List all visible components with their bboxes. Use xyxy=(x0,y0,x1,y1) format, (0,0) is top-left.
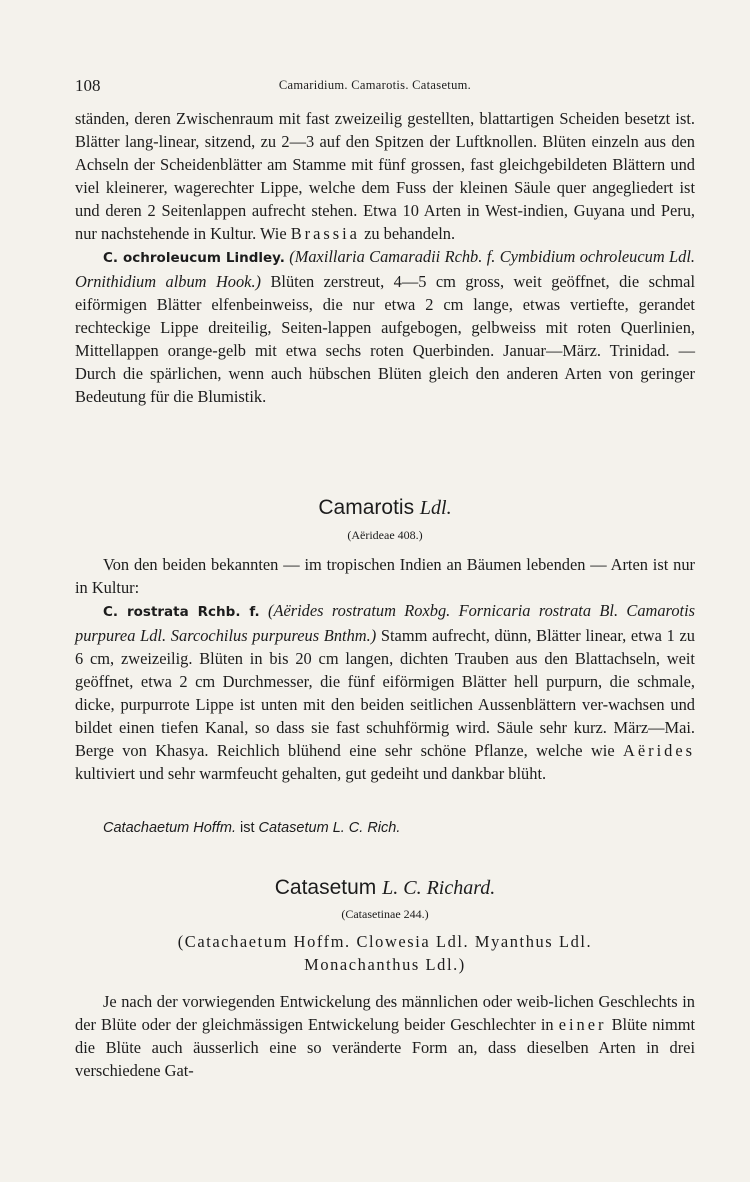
genus-reference: Aërides xyxy=(623,741,695,760)
species-description: Blüten zerstreut, 4—5 cm gross, weit geöffnet, die schmal eiförmigen Blätter elfenbeinweiss, die nur etwa 2 cm lange, etwas vertiefte, gerandet rechteckige Lippe dreiteilig, Seiten-lappen aufgebogen, gelbweiss mit roten Querlinien, Mittellappen orange-gelb mit etwa sechs roten Querbinden. Januar—März. Trinidad. — Durch die spärlichen, wenn auch hübschen Blüten gleich den anderen Arten von geringer Bedeutung für die Blumistik. xyxy=(75,272,695,406)
emphasized-word: einer xyxy=(558,1015,607,1034)
paragraph-text: Je nach der vorwiegenden Entwickelung des männlichen oder weib-lichen Geschlechts in der Blüte oder der gleichmässigen Entwickelung beider Geschlechter in xyxy=(75,992,695,1034)
synonyms-line-2: Monachanthus Ldl.) xyxy=(304,955,466,974)
species-entry-ochroleucum xyxy=(75,245,695,408)
genus-reference: Brassia xyxy=(290,224,360,243)
xref-connector: ist xyxy=(235,820,259,836)
xref-source: Catachaetum Hoffm. xyxy=(103,820,236,836)
camarotis-intro: Von den beiden bekannten — im tropischen Indien an Bäumen lebenden — Arten ist nur in Kultur: xyxy=(75,555,695,597)
page-number: 108 xyxy=(75,76,101,95)
section-title-catasetum xyxy=(75,876,695,900)
species-synonyms: (Maxillaria Camaradii Rchb. f. Cymbidium ochroleucum Ldl. Ornithidium album Hook.) xyxy=(75,247,695,291)
xref-target: Catasetum L. C. Rich. xyxy=(258,820,401,836)
species-description: Stamm aufrecht, dünn, Blätter linear, etwa 1 zu 6 cm, zweizeilig. Blüten in bis 20 cm langen, dichten Trauben aus den Blattachseln, weit geöffnet, etwa 2 cm Durchmesser, die fünf eiförmigen Blätter hell purpurn, die schmale, dicke, purpurrote Lippe ist unten mit den beiden seitlichen Aussenblättern ver-wachsen und bildet einen tiefen Kanal, so dass sie fast schuhförmig wird. Säule sehr kurz. März—Mai. Berge von Khasya. Reichlich blühend eine sehr schöne Pflanze, welche wie xyxy=(75,626,695,760)
genus-title: Catasetum xyxy=(274,876,377,899)
species-synonyms: (Aërides rostratum Roxbg. Fornicaria rostrata Bl. Camarotis purpurea Ldl. Sarcochilus purpureus Bnthm.) xyxy=(75,601,696,645)
genus-description-end: zu behandeln. xyxy=(359,224,456,243)
synonyms-line-1: (Catachaetum Hoffm. Clowesia Ldl. Myanthus Ldl. xyxy=(177,932,593,951)
genus-author: L. C. Richard. xyxy=(382,877,496,899)
catasetum-paragraph xyxy=(75,990,695,1082)
genus-description-text: ständen, deren Zwischenraum mit fast zweizeilig gestellten, blattartigen Scheiden besetzt ist. Blätter lang-linear, sitzend, zu 2—3 auf den Spitzen der Luftknollen. Blüten einzeln aus den Achseln der Scheidenblätter am Stamme mit fünf grossen, fast gleichgebildeten Blättern und viel kleinerer, wagerechter Lippe, welche dem Fuss der kleinen Säule quer angegliedert ist und deren 2 Seitenlappen aufrecht stehen. Etwa 10 Arten in West-indien, Guyana und Peru, nur nachstehende in Kultur. Wie xyxy=(75,109,695,243)
cross-reference xyxy=(103,820,400,836)
species-name: C. ochroleucum Lindley. xyxy=(103,250,285,266)
catasetum-synonyms xyxy=(75,930,695,976)
section-subtitle-catasetum: (Catasetinae 244.) xyxy=(341,907,429,921)
section-title-camarotis xyxy=(75,496,695,520)
camaridium-text xyxy=(75,107,695,408)
genus-author: Ldl. xyxy=(419,497,452,519)
catasetum-text xyxy=(75,990,695,1082)
paragraph-text-end: Blüte nimmt die Blüte auch äusserlich eine so veränderte Form an, dass dieselben Arten in drei verschiedene Gat- xyxy=(75,1015,695,1080)
camarotis-text xyxy=(75,553,695,785)
running-head: Camaridium. Camarotis. Catasetum. xyxy=(278,78,472,92)
genus-description xyxy=(75,107,695,245)
section-subtitle-camarotis: (Aërideae 408.) xyxy=(347,528,423,542)
genus-title: Camarotis xyxy=(318,496,415,519)
species-description-end: kultiviert und sehr warmfeucht gehalten, gut gedeiht und dankbar blüht. xyxy=(75,764,547,783)
species-name: C. rostrata Rchb. f. xyxy=(103,604,260,620)
species-entry-rostrata xyxy=(75,599,695,785)
page-header xyxy=(75,76,675,96)
